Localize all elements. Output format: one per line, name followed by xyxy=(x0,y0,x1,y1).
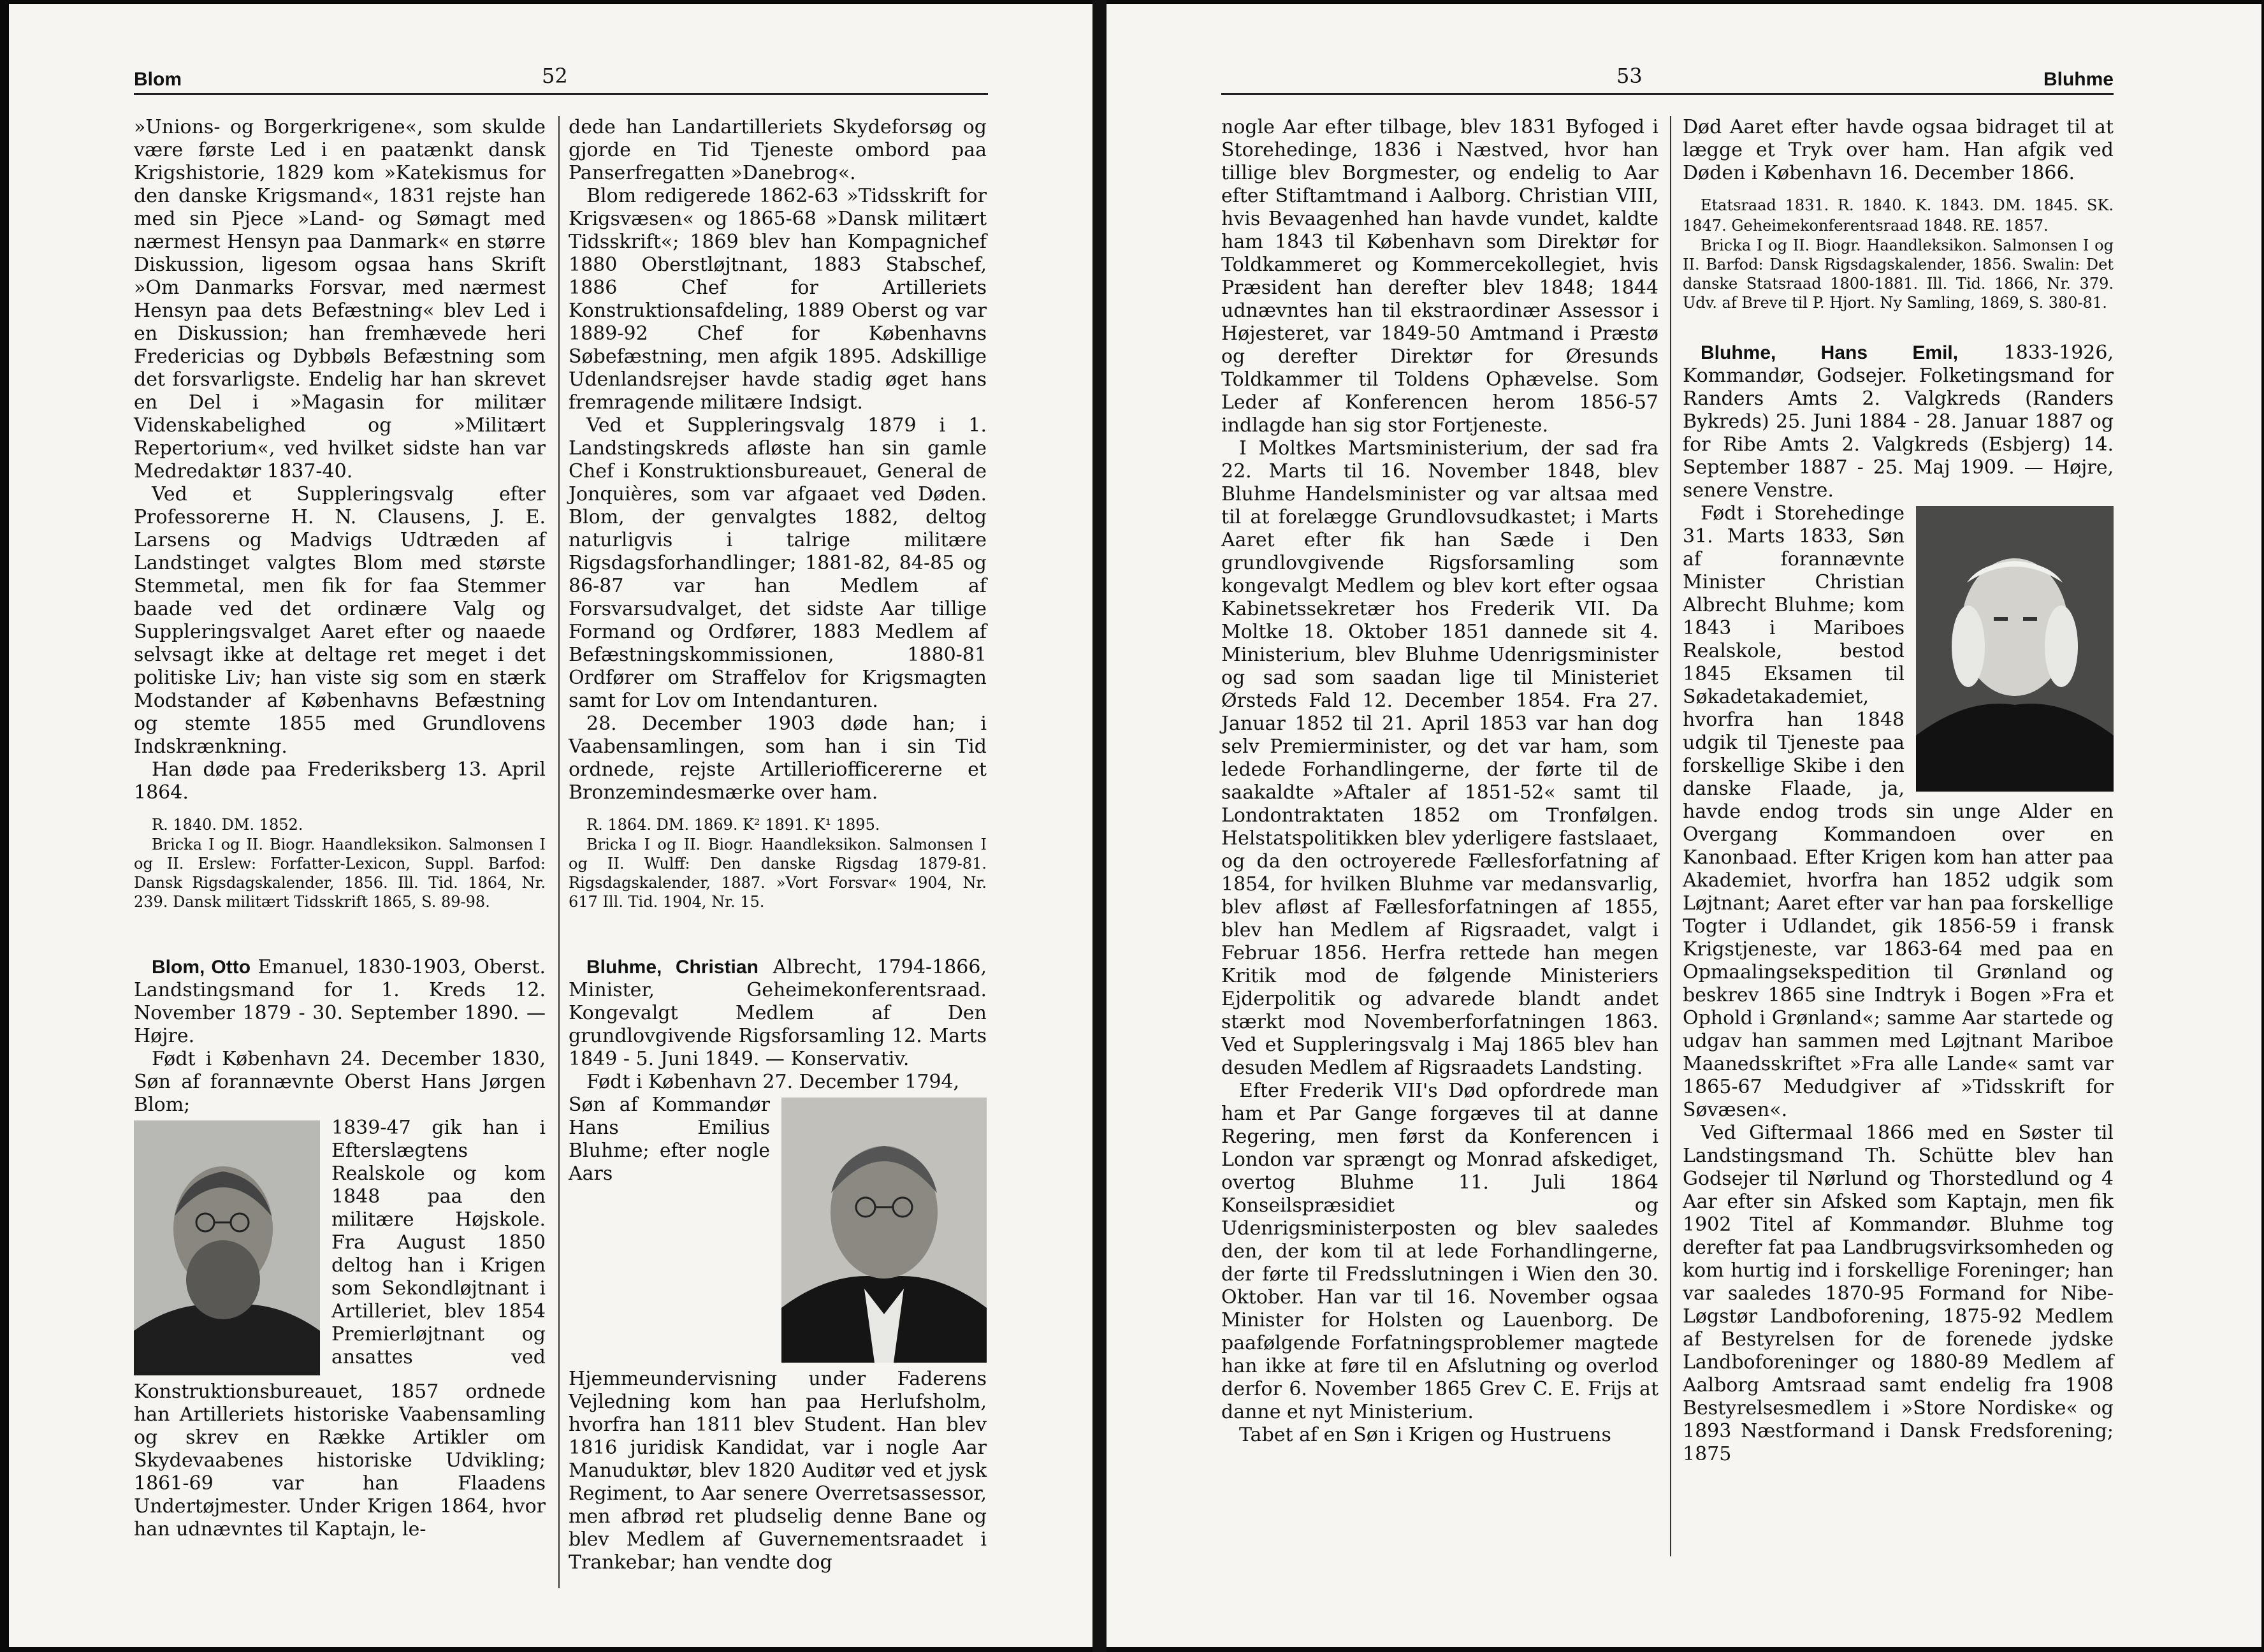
paragraph: nogle Aar efter tilbage, blev 1831 Byfoged i Storehedinge, 1836 i Næstved, hvor han tillige blev Borgmester, og endelig to Aar efter Stiftamtmand i Aalborg. Christian VIII, hvis Bevaagenhed han havde vundet, kaldte ham 1843 til København som Direktør for Toldkammeret og Kommercekollegiet, hvis Præsident han derefter blev 1848; 1844 udnævntes han til ekstraordinær Assessor i Højesteret, var 1849-50 Amtmand i Præstø og derefter Direktør for Øresunds Toldkammer til Toldens Ophævelse. Som Leder af Konferencen herom 1856-57 indlagde han sig stor Fortjeneste. xyxy=(1221,116,1658,437)
column-divider xyxy=(558,116,560,1588)
header-rule xyxy=(1221,93,2114,95)
sources: Bricka I og II. Biogr. Haandleksikon. Salmonsen I og II. Erslew: Forfatter-Lexicon, Suppl. Barfod: Dansk Rigsdagskalender, 1856. Ill. Tid. 1864, Nr. 239. Dansk militært Tidsskrift 1865, S. 89-98. xyxy=(134,836,546,911)
header-rule xyxy=(134,93,988,95)
column-divider xyxy=(1670,116,1671,1556)
page-header xyxy=(134,61,988,97)
page-header xyxy=(1221,61,2114,97)
column-2 xyxy=(569,116,987,1574)
running-head: Bluhme xyxy=(2043,69,2114,90)
paragraph: »Unions- og Borgerkrigene«, som skulde være første Led i en paatænkt dansk Krigshistorie, 1829 kom »Katekismus for den danske Krigsmand«, 1831 rejste han med sin Pjece »Land- og Sømagt med nærmest Hensyn paa Danmark« en større Diskussion, ligesom ogsaa hans Skrift »Om Danmarks Forsvar, med nærmest Hensyn paa dets Befæstning« blev Led i en Diskussion; han fremhævede heri Fredericias og Dybbøls Befæstning som det forsvarligste. Endelig har han skrevet en Del i »Magasin for militær Videnskabelighed og »Militært Repertorium«, ved hvilket sidste han var Medredaktør 1837-40. xyxy=(134,116,546,482)
sources: Bricka I og II. Biogr. Haandleksikon. Salmonsen I og II. Wulff: Den danske Rigsdag 1879-81. Rigsdagskalender, 1887. »Vort Forsvar« 1904, Nr. 617 Ill. Tid. 1904, Nr. 15. xyxy=(569,836,987,911)
paragraph: Tabet af en Søn i Krigen og Hustruens xyxy=(1239,1424,1611,1446)
paragraph: Efter Frederik VII's Død opfordrede man ham et Par Gange forgæves til at danne Regering, men først da Konferencen i London var sprængt og Monrad afskediget, overtog Bluhme 11. Juli 1864 Konseilspræsidiet og Udenrigsministerposten og blev saaledes den, der kom til at lede Forhandlingerne, der førte til Fredsslutningen i Wien den 30. Oktober. Han var til 16. November ogsaa Minister for Holsten og Lauenborg. De paafølgende Forfatningsproblemer magtede han ikke at føre til en Afslutning og overlod derfor 6. November 1865 Grev C. E. Frijs at danne et nyt Ministerium. xyxy=(1221,1080,1658,1423)
paragraph: Blom redigerede 1862-63 »Tidsskrift for Krigsvæsen« og 1865-68 »Dansk militært Tidsskrift«; 1869 blev han Kompagnichef 1880 Oberstløjtnant, 1883 Stabschef, 1886 Chef for Artilleriets Konstruktionsafdeling, 1889 Oberst og var 1889-92 Chef for Københavns Søbefæstning, men afgik 1895. Adskillige Udenlandsrejser havde stadig øget hans fremragende militære Indsigt. xyxy=(569,185,987,414)
sources: Bricka I og II. Biogr. Haandleksikon. Salmonsen I og II. Barfod: Dansk Rigsdagskalender, 1856. Swalin: Det danske Statsraad 1800-1881. Ill. Tid. 1866, Nr. 379. Udv. af Breve til P. Hjort. Ny Samling, 1869, S. 380-81. xyxy=(1683,236,2114,312)
entry-heading: Blom, Otto Emanuel, 1830-1903, Oberst. Landstingsmand for 1. Kreds 12. November 1879 - 30. September 1890. — Højre. xyxy=(134,956,546,1047)
book-gutter xyxy=(1092,0,1107,1652)
paragraph: Ved et Suppleringsvalg 1879 i 1. Landstingskreds afløste han sin gamle Chef i Konstruktionsbureauet, General de Jonquières, som var afgaaet ved Døden. Blom, der genvalgtes 1882, deltog naturligvis i talrige militære Rigsdagsforhandlinger; 1881-82, 84-85 og 86-87 var han Medlem af Forsvarsudvalget, det sidste Aar tillige Formand og Ordfører, 1883 Medlem af Befæstningskommissionen, 1880-81 Ordfører om Straffelov for Krigsmagten samt for Lov om Intendanturen. xyxy=(569,414,987,712)
orders-line: Etatsraad 1831. R. 1840. K. 1843. DM. 1845. SK. 1847. Geheimekonferentsraad 1848. RE. 1857. xyxy=(1683,196,2114,235)
right-page xyxy=(1107,4,2261,1647)
left-page xyxy=(9,4,1092,1647)
paragraph: 28. December 1903 døde han; i Vaabensamlingen, som han i sin Tid ordnede, rejste Artilleriofficererne et Bronzemindesmærke over ham. xyxy=(569,713,987,804)
portrait-photo-christian-bluhme xyxy=(781,1098,987,1363)
entry-name: Bluhme, Hans Emil, xyxy=(1701,342,1959,363)
paragraph: Født i Storehedinge 31. Marts 1833, Søn af forannævnte Minister Christian Albrecht Bluhme; kom 1843 i Mariboes Realskole, bestod 1845 Eksamen til Søkadetakademiet, hvorfra han 1848 udgik til Tjeneste paa forskellige Skibe i den danske Flaade, ja, havde endog trods sin unge Alder en Overgang Kommandoen over en Kanonbaad. Efter Krigen kom han atter paa Akademiet, hvorfra han 1852 udgik som Løjtnant; Aaret efter var han paa forskellige Togter i Udlandet, gik 1856-59 i fransk Krigstjeneste, var 1863-64 med paa en Opmaalingsekspedition til Grønland og beskrev 1865 sine Indtryk i Bogen »Fra et Ophold i Grønland«; samme Aar startede og udgav han sammen med Løjtnant Mariboe Maanedsskriftet »Fra alle Lande« samt var 1865-67 Medudgiver af »Tidsskrift for Søvæsen«. xyxy=(1683,502,2114,1121)
paragraph: Død Aaret efter havde ogsaa bidraget til at lægge et Tryk over ham. Han afgik ved Døden i København 16. December 1866. xyxy=(1683,116,2114,184)
running-head: Blom xyxy=(134,69,182,90)
paragraph: dede han Landartilleriets Skydeforsøg og gjorde en Tid Tjeneste ombord paa Panserfregatten »Danebrog«. xyxy=(569,116,987,184)
paragraph: Han døde paa Frederiksberg 13. April 1864. xyxy=(134,758,546,804)
page-number: 53 xyxy=(1616,64,1643,88)
paragraph: Ved et Suppleringsvalg efter Professorerne H. N. Clausens, J. E. Larsens og Madvigs Udtræden af Landstinget valgtes Blom med største Stemmetal, men fik for faa Stemmer baade ved det ordinære Valg og Suppleringsvalget Aaret efter og naaede selvsagt ikke at deltage ret meget i det politiske Liv; han viste sig som en stærk Modstander af Københavns Befæstning og stemte 1855 med Grundlovens Indskrænkning. xyxy=(134,483,546,758)
entry-heading: Bluhme, Christian Albrecht, 1794-1866, Minister, Geheimekonferentsraad. Kongevalgt Medlem af Den grundlovgivende Rigsforsamling 12. Marts 1849 - 5. Juni 1849. — Konservativ. xyxy=(569,956,987,1070)
paragraph: Søn af Kommandør Hans Emilius Bluhme; efter nogle Aars Hjemmeundervisning under Faderens Vejledning kom han paa Herlufsholm, hvorfra han 1811 blev Student. Han blev 1816 juridisk Kandidat, var i nogle Aar Manuduktør, blev 1820 Auditør ved et jysk Regiment, to Aar senere Overretsassessor, men afbrød ret pludselig denne Bane og blev Medlem af Guvernementsraadet i Trankebar; han vendte dog xyxy=(569,1094,987,1574)
entry-name: Bluhme, Christian xyxy=(586,957,758,978)
portrait-photo-otto-blom xyxy=(134,1120,320,1375)
paragraph: Ved Giftermaal 1866 med en Søster til Landstingsmand Th. Schütte blev han Godsejer til Nørlund og Thorstedlund og 4 Aar efter sin Afsked som Kaptajn, men fik 1902 Titel af Kommandør. Bluhme tog derefter fat paa Landbrugsvirksomheden og kom hurtig ind i forskellige Foreninger; han var saaledes 1870-95 Formand for Nibe-Løgstør Landboforening, 1875-92 Medlem af Bestyrelsen for de forenede jydske Landboforeninger og 1880-89 Medlem af Aalborg Amtsraad samt endelig fra 1908 Bestyrelsesmedlem i »Store Nordiske« og 1893 Næstformand i Dansk Fredsforening; 1875 xyxy=(1683,1122,2114,1465)
orders-line: R. 1864. DM. 1869. K² 1891. K¹ 1895. xyxy=(586,816,880,834)
column-1 xyxy=(1221,116,1658,1447)
column-1 xyxy=(134,116,546,1541)
paragraph: 1839-47 gik han i Efterslægtens Realskole og kom 1848 paa den militære Højskole. Fra August 1850 deltog han i Krigen som Sekondløjtnant i Artilleriet, blev 1854 Premierløjtnant og ansattes ved Konstruktionsbureauet, 1857 ordnede han Artilleriets historiske Vaabensamling og skrev en Række Artikler om Skydevaabenes historiske Udvikling; 1861-69 var han Flaadens Undertøjmester. Under Krigen 1864, hvor han udnævntes til Kaptajn, le- xyxy=(134,1117,546,1540)
page-number: 52 xyxy=(542,64,568,88)
column-2 xyxy=(1683,116,2114,1466)
paragraph: Født i København 24. December 1830, Søn af forannævnte Oberst Hans Jørgen Blom; xyxy=(134,1048,546,1116)
entry-name: Blom, Otto xyxy=(152,957,251,978)
paragraph: Født i København 27. December 1794, xyxy=(586,1071,960,1093)
entry-heading: Bluhme, Hans Emil, 1833-1926, Kommandør, Godsejer. Folketingsmand for Randers Amts 2. Valgkreds (Randers Bykreds) 25. Juni 1884 - 28. Januar 1887 og for Ribe Amts 2. Valgkreds (Esbjerg) 14. September 1887 - 25. Maj 1909. — Højre, senere Venstre. xyxy=(1683,342,2114,502)
portrait-photo-hans-emil-bluhme xyxy=(1916,506,2114,792)
orders-line: R. 1840. DM. 1852. xyxy=(152,816,303,834)
paragraph: I Moltkes Martsministerium, der sad fra 22. Marts til 16. November 1848, blev Bluhme Handelsminister og var altsaa med til at forelægge Grundlovsudkastet; i Marts Aaret efter fik han Sæde i Den grundlovgivende Rigsforsamling som kongevalgt Medlem og blev kort efter ogsaa Kabinetssekretær hos Frederik VII. Da Moltke 18. Oktober 1851 dannede sit 4. Ministerium, blev Bluhme Udenrigsminister og sad som saadan lige til Ministeriet Ørsteds Fald 12. December 1854. Fra 27. Januar 1852 til 21. April 1853 var han dog selv Premierminister, og det var ham, som ledede Forhandlingerne, der førte til de saakaldte »Aftaler af 1851-52« samt til Londontraktaten 1852 om Tronfølgen. Helstatspolitikken blev yderligere fastslaaet, og da den octroyerede Fællesforfatning af 1854, for hvilken Bluhme var medansvarlig, blev afløst af Fællesforfatningen af 1855, blev han Medlem af Rigsraadet, valgt i Februar 1856. Herfra rettede han megen Kritik mod de følgende Ministeriers Ejderpolitik og advarede blandt andet stærkt mod Novemberforfatningen 1863. Ved et Suppleringsvalg i Maj 1865 blev han desuden Medlem af Rigsraadets Landsting. xyxy=(1221,437,1658,1079)
